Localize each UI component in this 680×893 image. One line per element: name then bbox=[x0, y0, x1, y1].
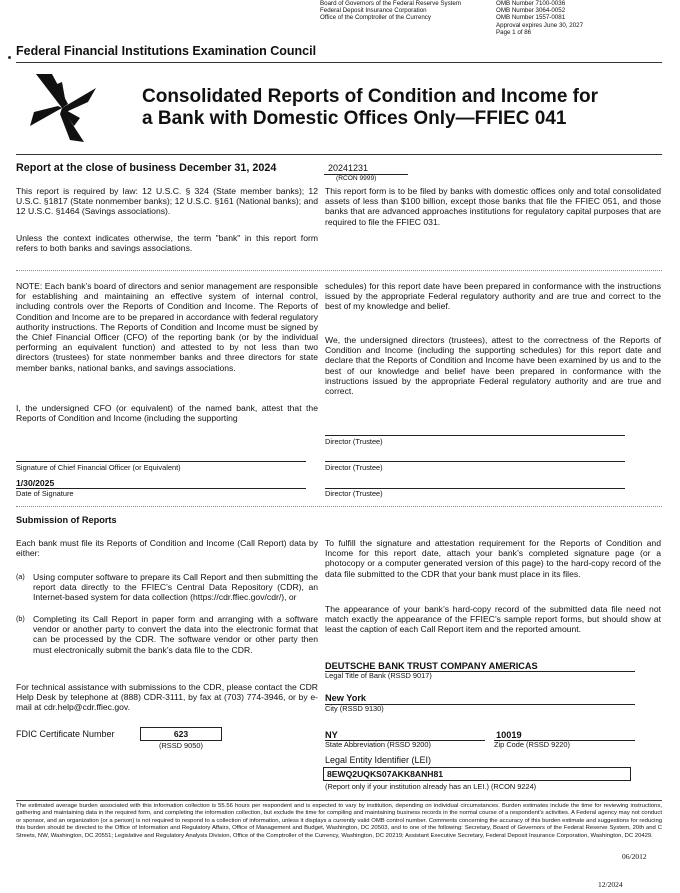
attestation-instructions: To fulfill the signature and attestation requirement for the Reports of Condition and Income for this report date, attach your bank’s completed signature page (or a photocopy or a computer generated version of this page) to the hard-copy record of the data file submitted to the CDR that your bank must place in its files. bbox=[325, 538, 661, 579]
bank-city[interactable]: New York bbox=[325, 693, 367, 703]
margin-dot bbox=[8, 56, 11, 59]
submission-intro: Each bank must file its Reports of Condition and Income (Call Report) data by either: bbox=[16, 538, 318, 559]
note-right-p2: We, the undersigned directors (trustees), attest to the correctness of the Reports of Condition and Income (including the supporting schedules) for this report date and declare that the Reports of Condition and Income have been examined by us and to the best of our knowledge and belief have been prepared in conformance with the instructions issued by the appropriate Federal regulatory authority and are true and correct. bbox=[325, 335, 661, 397]
zip-label: Zip Code (RSSD 9220) bbox=[494, 740, 570, 749]
header-rule bbox=[16, 62, 662, 63]
tech-assistance-text: For technical assistance with submissions to the CDR, please contact the CDR Help Desk by telephone at (888) CDR-3111, by fax at (703) 774-3946, or by e-mail at cdr.help@cdr.ffiec.gov. bbox=[16, 682, 318, 713]
omb-block bbox=[496, 0, 676, 36]
ffiec-logo-icon bbox=[22, 68, 102, 148]
revision-date-2: 12/2024 bbox=[598, 880, 623, 889]
agency-occ: Office of the Comptroller of the Currency bbox=[320, 14, 431, 22]
footer-rule bbox=[16, 800, 662, 801]
agency-fdic: Federal Deposit Insurance Corporation bbox=[320, 7, 427, 15]
lei-note: (Report only if your institution already has an LEI.) (RCON 9224) bbox=[325, 782, 537, 791]
director-3-label: Director (Trustee) bbox=[325, 489, 383, 498]
fdic-cert-value: 623 bbox=[173, 729, 189, 739]
item-b-text: Completing its Call Report in paper form and arranging with a software vendor or another party to convert the data into the electronic format that can be processed by the CDR. The software vendor or other party then must electronically submit the bank’s data file to the CDR. bbox=[33, 614, 318, 655]
note-left-p2: I, the undersigned CFO (or equivalent) of the named bank, attest that the Reports of Condition and Income (including the supporting bbox=[16, 403, 318, 424]
city-label: City (RSSD 9130) bbox=[325, 704, 384, 713]
bank-legal-title[interactable]: DEUTSCHE BANK TRUST COMPANY AMERICAS bbox=[325, 661, 538, 671]
state-label: State Abbreviation (RSSD 9200) bbox=[325, 740, 431, 749]
bank-term-text: Unless the context indicates otherwise, the term "bank" in this report form refers to both banks and savings associations. bbox=[16, 233, 318, 254]
law-text: This report is required by law: 12 U.S.C. § 324 (State member banks); 12 U.S.C. §1817 (State nonmember banks); 12 U.S.C. §161 (National banks); and 12 U.S.C. §1464 (Savings associations). bbox=[16, 186, 318, 217]
report-date-code: (RCON 9999) bbox=[336, 175, 377, 182]
report-date-value[interactable]: 20241231 bbox=[328, 163, 369, 173]
director-2-label: Director (Trustee) bbox=[325, 463, 383, 472]
bank-state[interactable]: NY bbox=[325, 730, 338, 740]
hardcopy-appearance-text: The appearance of your bank’s hard-copy record of the submitted data file need not match exactly the appearance of the FFIEC’s sample report forms, but should show at least the caption of each Call Report item and the reported amount. bbox=[325, 604, 661, 635]
section-divider-1 bbox=[16, 270, 662, 271]
lei-value: 8EWQ2UQKS07AKK8ANH81 bbox=[327, 769, 444, 779]
director-1-label: Director (Trustee) bbox=[325, 437, 383, 446]
cfo-signature-label: Signature of Chief Financial Officer (or Equivalent) bbox=[16, 463, 181, 472]
bank-zip[interactable]: 10019 bbox=[496, 730, 522, 740]
signature-date-label: Date of Signature bbox=[16, 489, 74, 498]
omb-fdic: OMB Number 3064-0052 bbox=[496, 7, 566, 15]
fdic-cert-code: (RSSD 9050) bbox=[159, 741, 203, 750]
lei-field[interactable] bbox=[323, 767, 631, 781]
title-rule bbox=[16, 154, 662, 155]
omb-frb: OMB Number 7100-0036 bbox=[496, 0, 566, 7]
director-1-signature-line[interactable] bbox=[325, 435, 625, 436]
director-2-signature-line[interactable] bbox=[325, 461, 625, 462]
report-close-label: Report at the close of business December 31, 2024 bbox=[16, 162, 277, 174]
item-a-label: (a) bbox=[16, 572, 25, 581]
note-left-p1: NOTE: Each bank’s board of directors and senior management are responsible for establishing and maintaining an effective system of internal control, including controls over the Reports of Condition and Income. The Reports of Condition and Income are to be prepared in accordance with federal regulatory authority instructions. The Reports of Condition and Income must be signed by the Chief Financial Officer (CFO) of the reporting bank (or by the individual performing an equivalent function) and attested to by not less than two directors (trustees) for state nonmember banks and three directors for state member banks, national banks, and savings associations. bbox=[16, 281, 318, 373]
form-title bbox=[142, 86, 598, 130]
burden-statement: The estimated average burden associated with this information collection is 55.56 hours per respondent and is expected to vary by institution, depending on individual circumstances. Burden estimates include the time for reviewing instructions, gathering and maintaining data in the required form, and completing the information collection, but exclude the time for compiling and maintaining business records in the normal course of a respondent’s activities. A Federal agency may not conduct or sponsor, and an organization (or a person) is not required to respond to a collection of information, unless it displays a currently valid OMB control number. Comments concerning the accuracy of this burden estimate and suggestions for reducing this burden should be directed to the Office of Information and Regulatory Affairs, Office of Management and Budget, Washington, DC 20503, and to one of the following: Secretary, Board of Governors of the Federal Reserve System, 20th and C Streets, NW, Washington, DC 20551; Legislative and Regulatory Analysis Division, Office of the Comptroller of the Currency, Washington, DC 20219; Assistant Executive Secretary, Federal Deposit Insurance Corporation, Washington, DC 20429. bbox=[16, 803, 662, 839]
agency-list bbox=[320, 0, 490, 22]
fdic-cert-label: FDIC Certificate Number bbox=[16, 729, 115, 739]
item-a-text: Using computer software to prepare its Call Report and then submitting the report data directly to the FFIEC’s Central Data Repository (CDR), an Internet-based system for data collection (https://cdr.ffiec.gov/cdr/), or bbox=[33, 572, 318, 603]
lei-label: Legal Entity Identifier (LEI) bbox=[325, 755, 432, 765]
form-title-line1: Consolidated Reports of Condition and Income for bbox=[142, 86, 598, 107]
council-name: Federal Financial Institutions Examination Council bbox=[16, 44, 317, 58]
section-divider-2 bbox=[16, 506, 662, 507]
filed-text: This report form is to be filed by banks with domestic offices only and total consolidated assets of less than $100 billion, except those banks that file the FFIEC 051, and those banks that are advanced approaches institutions for regulatory capital purposes that are required to file the FFIEC 031. bbox=[325, 186, 661, 227]
agency-frb: Board of Governors of the Federal Reserve System bbox=[320, 0, 462, 7]
submission-heading: Submission of Reports bbox=[16, 515, 117, 525]
form-title-line2: a Bank with Domestic Offices Only—FFIEC 041 bbox=[142, 108, 567, 129]
omb-occ: OMB Number 1557-0081 bbox=[496, 14, 566, 22]
fdic-cert-field[interactable] bbox=[140, 727, 222, 741]
revision-date-1: 06/2012 bbox=[622, 852, 647, 861]
omb-expiration: Approval expires June 30, 2027 bbox=[496, 21, 584, 29]
item-b-label: (b) bbox=[16, 614, 25, 623]
legal-title-label: Legal Title of Bank (RSSD 9017) bbox=[325, 671, 432, 680]
cfo-signature-line[interactable] bbox=[16, 461, 306, 462]
page-number: Page 1 of 86 bbox=[496, 28, 532, 36]
signature-date-value[interactable]: 1/30/2025 bbox=[16, 478, 55, 488]
note-right-p1: schedules) for this report date have been prepared in conformance with the instructions issued by the appropriate Federal regulatory authority and are true and correct to the best of my knowledge and belief. bbox=[325, 281, 661, 312]
